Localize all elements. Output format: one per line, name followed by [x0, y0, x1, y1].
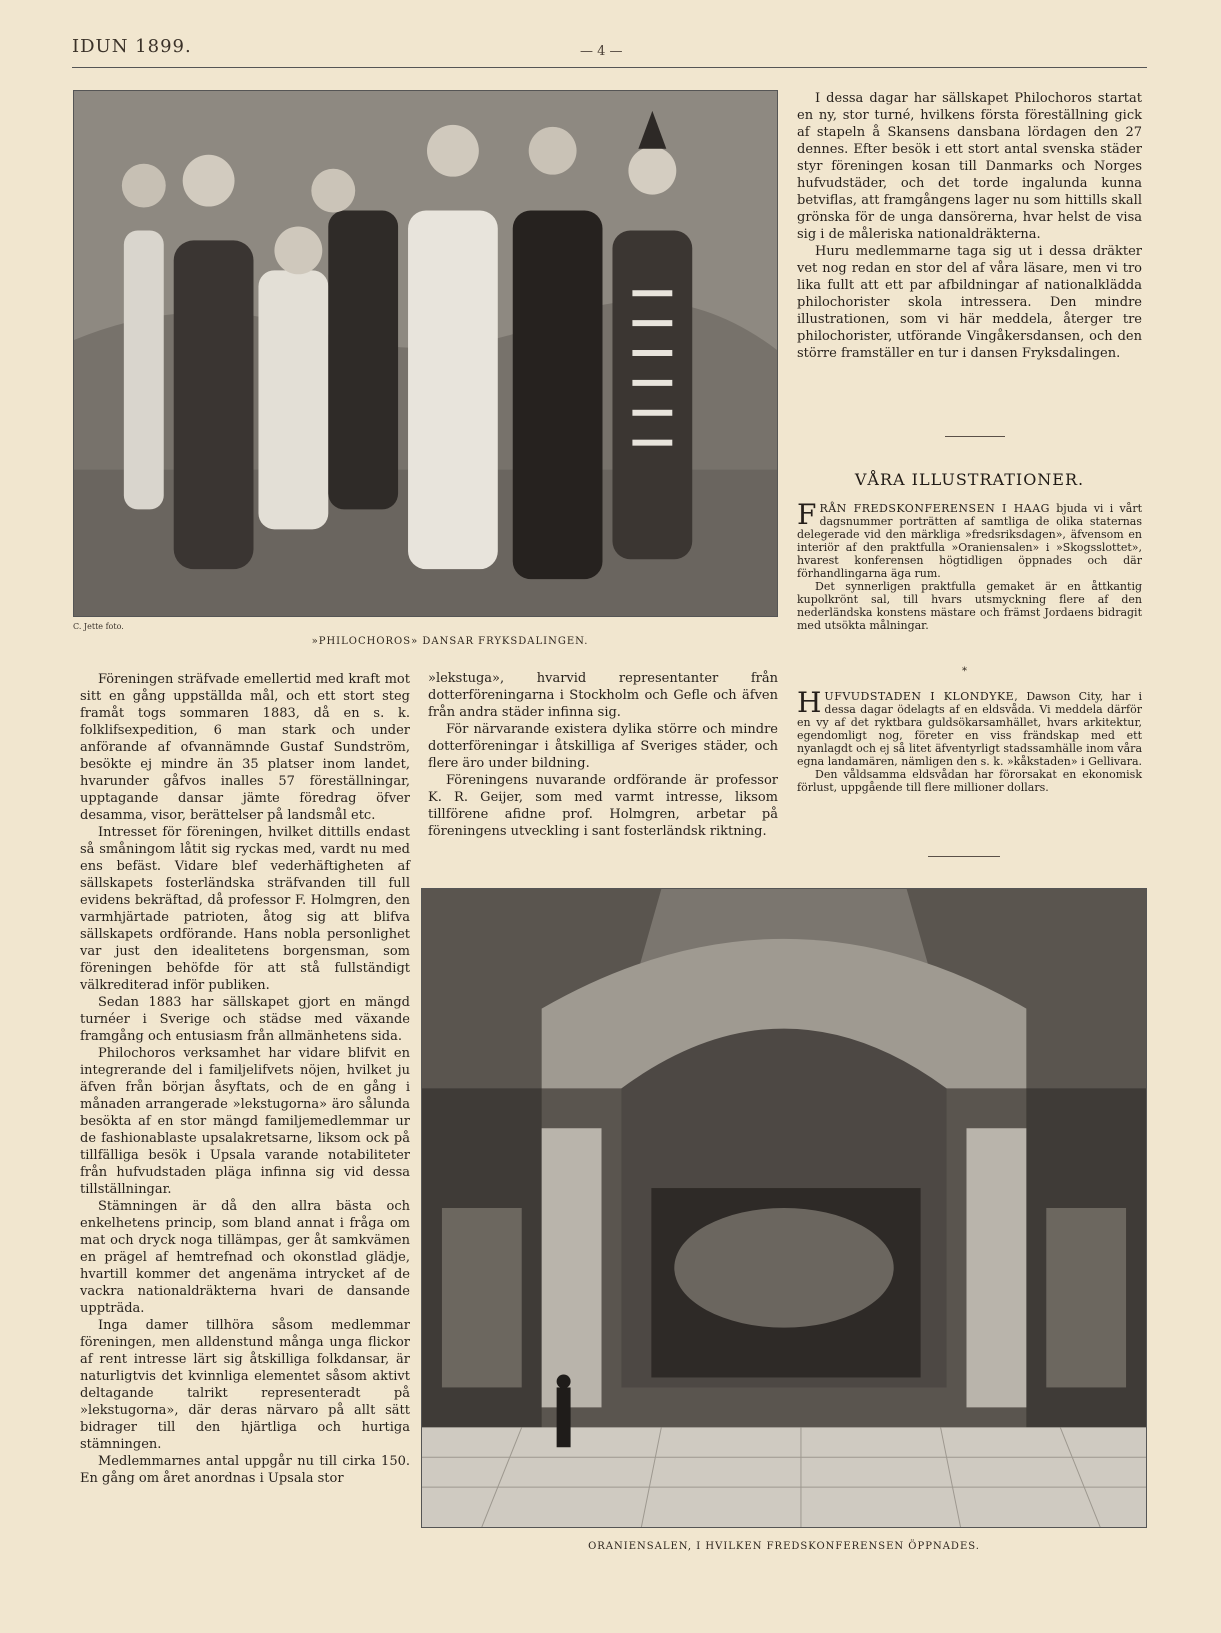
mid-paragraph-2: För närvarande existera dylika större och mindre dotterföreningar i åtskilliga af Sveriges städer, och flere äro under bildning.: [428, 722, 778, 771]
oraniensalen-illustration: [421, 888, 1147, 1528]
left-column-article: [80, 671, 410, 1487]
text-klondyke-2: Den våldsamma eldsvådan har förorsakat en ekonomisk förlust, uppgående till flere millioner dollars.: [797, 768, 1142, 794]
bottom-photo-caption: ORANIENSALEN, I HVILKEN FREDSKONFERENSEN ÖPPNADES.: [588, 1541, 980, 1552]
illustration-note-klondyke: [797, 686, 1143, 794]
top-photo-caption: »PHILOCHOROS» DANSAR FRYKSDALINGEN.: [311, 636, 589, 647]
text-klondyke: Dawson City, har i dessa dagar ödelagts af en eldsvåda. Vi meddela därför en vy af det ryktbara guldsökarsamhället, hvars arkitektur, egendomligt nog, företer en viss frändskap med ett nyanlagdt och ej så litet äfventyrligt stadssamhälle inom våra egna landamären, nämligen den s. k. »kåkstaden» i Gellivara.: [797, 690, 1143, 768]
illustration-note-fredskonferensen: [797, 498, 1143, 632]
dropcap-f: F: [797, 498, 817, 531]
dancers-photograph: [73, 90, 778, 617]
left-paragraph-5: Stämningen är då den allra bästa och enkelhetens princip, som bland annat i fråga om mat och dryck noga tillämpas, ger åt samkvämen en prägel af hemtrefnad och okonstlad glädje, hvartill kommer det angenäma intrycket af de vackra nationaldräkterna hvari de dansande uppträda.: [80, 1199, 410, 1316]
page-header-title: IDUN 1899.: [72, 36, 192, 57]
left-paragraph-3: Sedan 1883 har sällskapet gjort en mängd turnéer i Sverige och städse med växande framgång och entusiasm från allmänhetens sida.: [80, 995, 410, 1044]
dropcap-h: H: [797, 686, 822, 719]
left-paragraph-7: Medlemmarnes antal uppgår nu till cirka 150. En gång om året anordnas i Upsala stor: [80, 1454, 410, 1486]
right-paragraph-1: I dessa dagar har sällskapet Philochoros startat en ny, stor turné, hvilkens första föreställning gick af stapeln å Skansens dansbana lördagen den 27 dennes. Efter besök i ett stort antal svenska städer styr föreningen kosan till Danmarks och Norges hufvudstäder, och det torde ingalunda kunna betviflas, att framgångens lager nu som hittills skall grönska för de unga dansörerna, hvar helst de visa sig i de måleriska nationaldräkterna.: [797, 91, 1142, 242]
left-paragraph-2: Intresset för föreningen, hvilket dittills endast så småningom låtit sig ryckas med, vardt nu med ens befäst. Vidare blef vederhäftigheten af sällskapets fosterländska sträfvanden till full evidens bekräftad, då professor F. Holmgren, den varmhjärtade patrioten, åtog sig att blifva sällskapets ordförande. Hans nobla personlighet var just den idealitetens borgensman, som föreningen behöfde för att stå fullständigt välkrediterad inför publiken.: [80, 825, 410, 993]
right-column-article: [797, 90, 1142, 362]
separator-star: *: [962, 666, 967, 677]
left-paragraph-6: Inga damer tillhöra såsom medlemmar föreningen, men alldenstund många unga flickor af rent intresse lärt sig åtskilliga folkdansar, är naturligtvis det kvinnliga elementet såsom aktivt deltagande talrikt representeradt på »lekstugorna», där deras närvaro på allt sätt bidrager till den hjärtliga och hurtiga stämningen.: [80, 1318, 410, 1452]
right-paragraph-2: Huru medlemmarne taga sig ut i dessa dräkter vet nog redan en stor del af våra läsare, men vi tro lika fullt att ett par afbildningar af nationalklädda philochorister skola intressera. Den mindre illustrationen, som vi här meddela, återger tre philochorister, utförande Vingåkersdansen, och den större framställer en tur i dansen Fryksdalingen.: [797, 244, 1142, 361]
lead-fredskonferensen: RÅN FREDSKONFERENSEN I HAAG: [819, 502, 1050, 515]
left-paragraph-1: Föreningen sträfvade emellertid med kraft mot sitt en gång uppställda mål, och ett stort steg framåt togs sommaren 1883, då en s. k. folklifsexpedition, 6 man stark och under anförande af ofvannämnde Gustaf Sundström, besökte ej mindre än 35 platser inom landet, hvarunder gåfvos inalles 57 föreställningar, upptagande dansar jämte föredrag öfver desamma, visor, berättelser på landsmål etc.: [80, 672, 410, 823]
section-divider-2: [928, 856, 1000, 857]
text-fredskonferensen: bjuda vi i vårt dagsnummer porträtten af samtliga de olika staternas delegerade vid den märkliga »fredsriksdagen», äfvensom en interiör af den praktfulla »Oraniensalen» i »Skogsslottet», hvarest konferensen högtidligen öppnades och där förhandlingarna äga rum.: [797, 502, 1143, 580]
mid-paragraph-3: Föreningens nuvarande ordförande är professor K. R. Geijer, som med varmt intresse, liksom tillförene afidne prof. Holmgren, arbetar på föreningens utveckling i sant fosterländsk riktning.: [428, 773, 778, 839]
mid-paragraph-1: »lekstuga», hvarvid representanter från dotterföreningarna i Stockholm och Gefle och äfven från andra städer infinna sig.: [428, 671, 778, 720]
lead-klondyke: UFVUDSTADEN I KLONDYKE,: [824, 690, 1019, 703]
text-fredskonferensen-2: Det synnerligen praktfulla gemaket är en åttkantig kupolkrönt sal, till hvars utsmyckning flere af den nederländska konstens mästare och främst Jordaens bidragit med utsökta målningar.: [797, 580, 1142, 632]
photo-credit: C. Jette foto.: [73, 622, 124, 631]
header-rule: [72, 67, 1147, 68]
page-number: — 4 —: [580, 44, 623, 59]
dancers-photo-illustration: [74, 91, 777, 616]
left-paragraph-4: Philochoros verksamhet har vidare blifvit en integrerande del i familjelifvets nöjen, hvilket ju äfven från början åsyftats, och de en gång i månaden arrangerade »lekstugorna» äro sålunda besökta af en stor mängd familjemedlemmar ur de fashionablaste upsalakretsarne, liksom ock på tillfälliga besök i Upsala varande notabiliteter från hufvudstaden pläga infinna sig vid dessa tillställningar.: [80, 1046, 410, 1197]
illustrations-heading: VÅRA ILLUSTRATIONER.: [854, 470, 1085, 489]
oraniensalen-hall-drawing: [422, 889, 1146, 1527]
middle-column-article: [428, 670, 778, 840]
section-divider: [945, 436, 1005, 437]
